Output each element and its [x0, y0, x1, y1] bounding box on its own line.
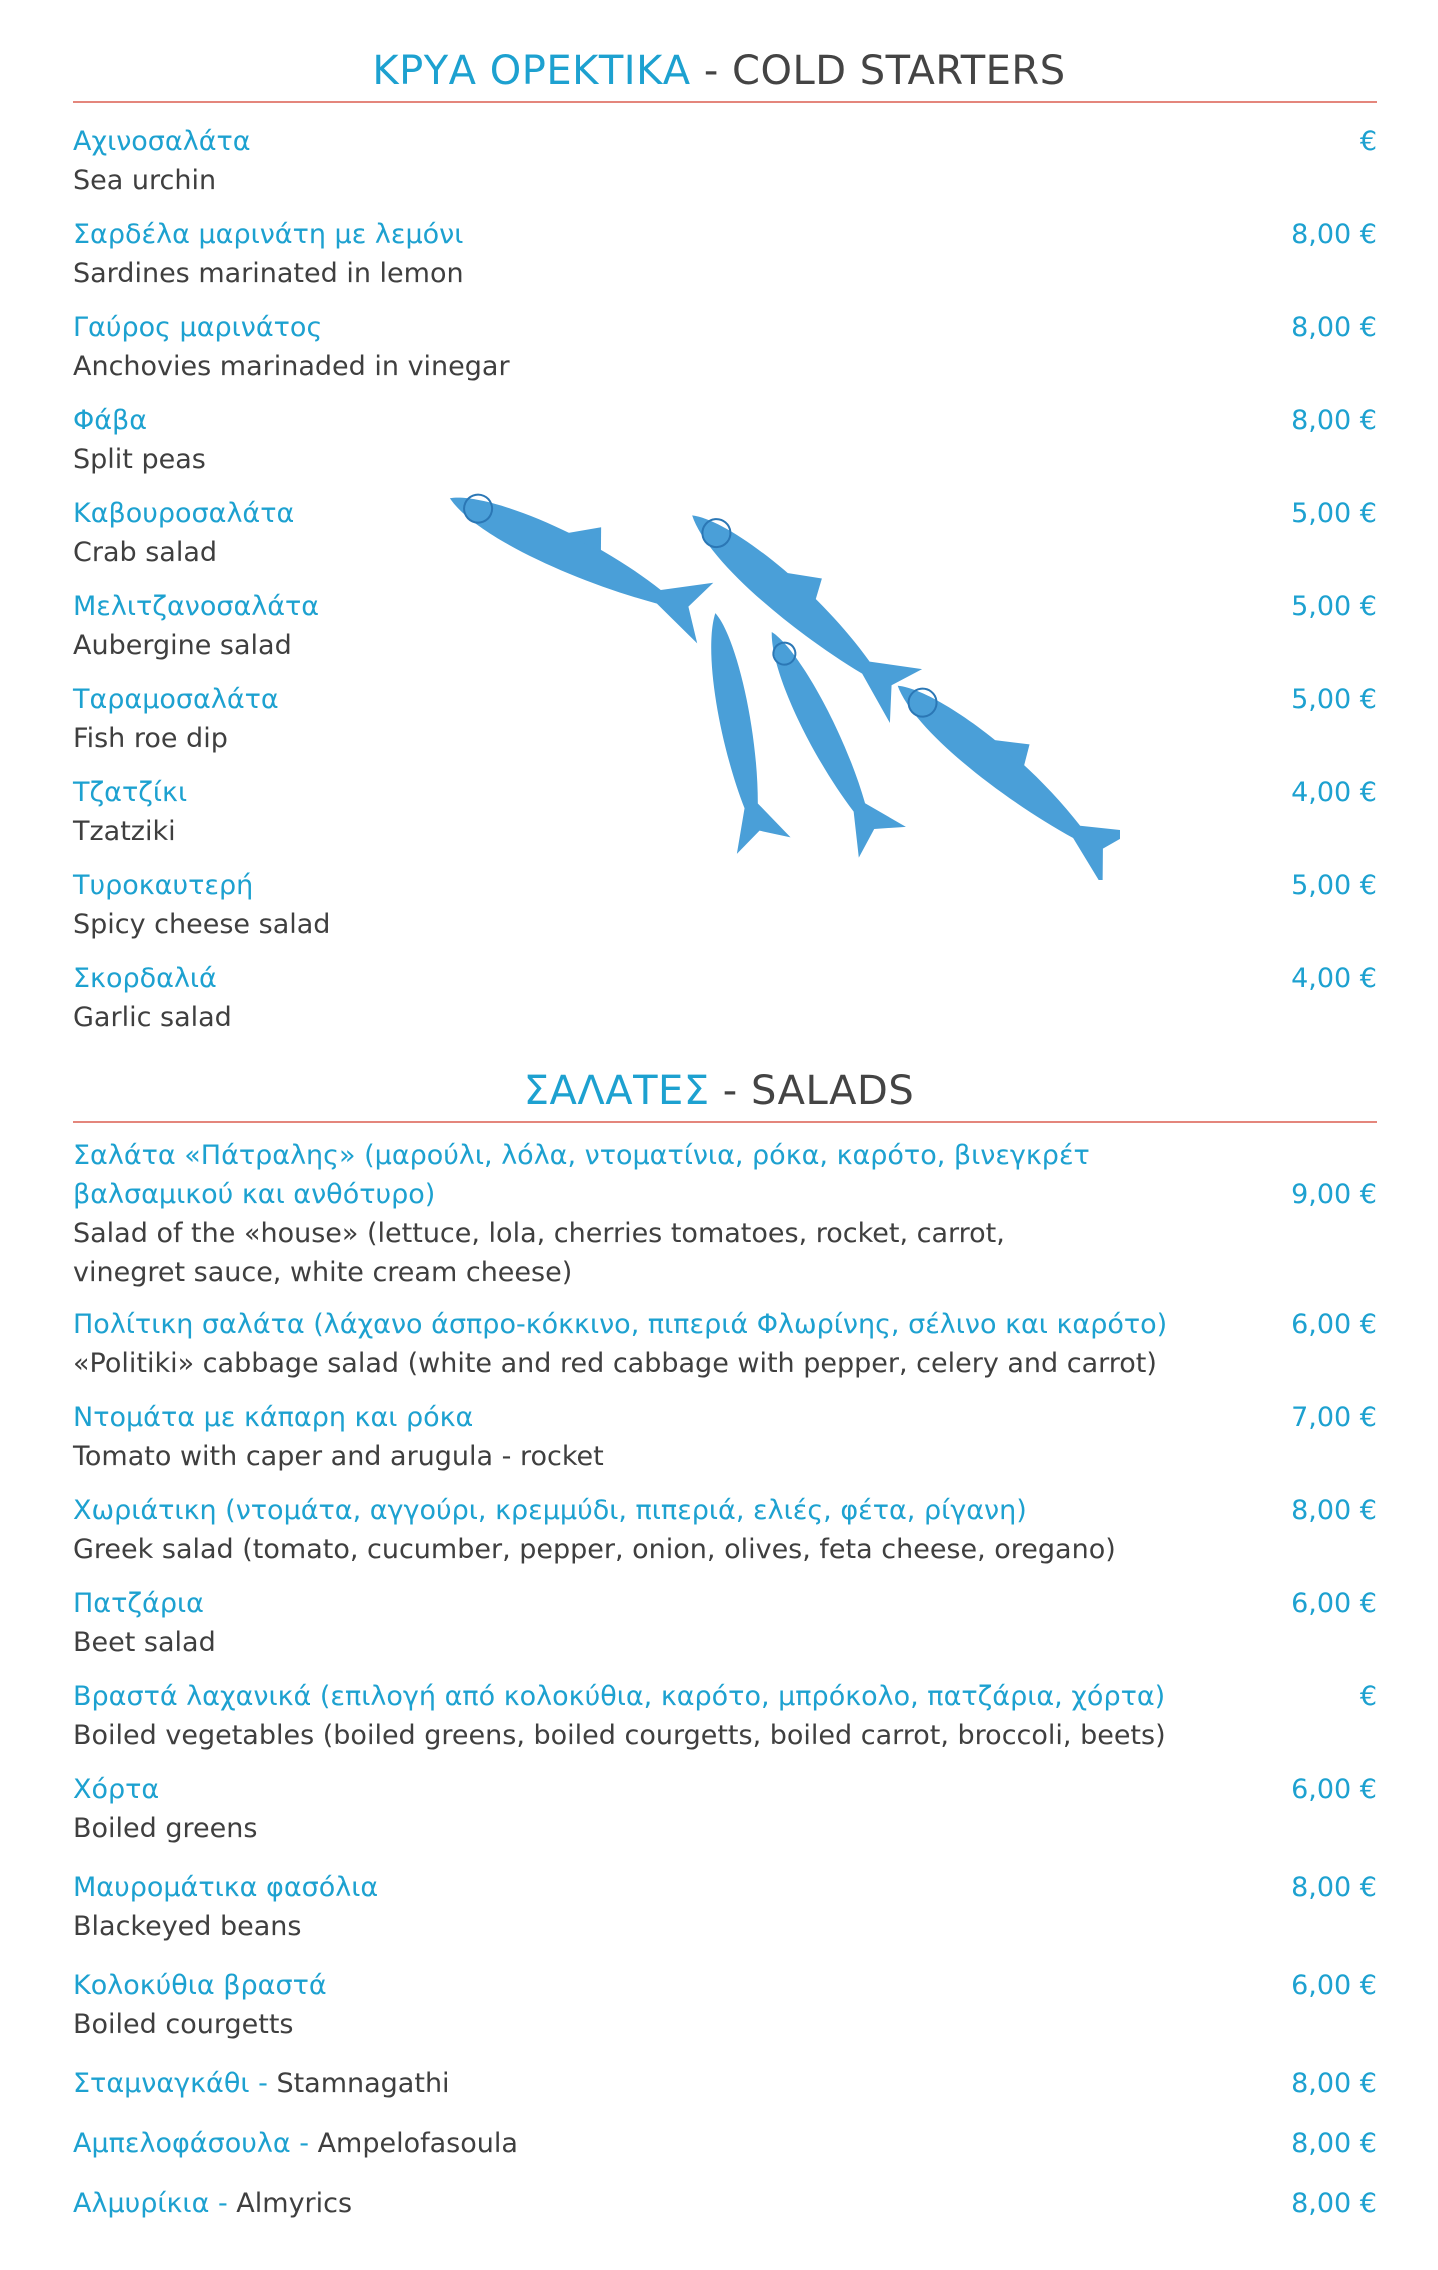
price: 8,00 €	[1291, 2068, 1377, 2099]
price: 5,00 €	[1291, 591, 1377, 622]
menu-item: Καβουροσαλάτα 5,00 € Crab salad	[73, 494, 1377, 572]
price: €	[1359, 1681, 1377, 1712]
menu-item: Ντομάτα με κάπαρη και ρόκα 7,00 € Tomato with caper and arugula - rocket	[73, 1398, 1377, 1476]
price: 8,00 €	[1291, 1872, 1377, 1903]
price: 4,00 €	[1291, 777, 1377, 808]
menu-item: Φάβα 8,00 € Split peas	[73, 401, 1377, 479]
menu-item: Αχινοσαλάτα € Sea urchin	[73, 122, 1377, 200]
menu-item: Μαυρομάτικα φασόλια 8,00 € Blackeyed beans	[73, 1868, 1377, 1946]
cold-starters-title: ΚΡΥΑ ΟΡΕΚΤΙΚΑ - COLD STARTERS	[372, 48, 1066, 94]
price: 9,00 €	[1291, 1179, 1377, 1210]
price: 4,00 €	[1291, 963, 1377, 994]
price: 6,00 €	[1291, 1774, 1377, 1805]
fish-school-icon	[440, 460, 1120, 880]
menu-item: Τζατζίκι 4,00 € Tzatziki	[73, 773, 1377, 851]
salads-divider	[73, 1121, 1377, 1123]
menu-item: Σταμναγκάθι - Stamnagathi 8,00 €	[73, 2064, 1377, 2103]
price: €	[1359, 126, 1377, 157]
menu-item: Σκορδαλιά 4,00 € Garlic salad	[73, 959, 1377, 1037]
price: 6,00 €	[1291, 1588, 1377, 1619]
price: 5,00 €	[1291, 684, 1377, 715]
price: 6,00 €	[1291, 1309, 1377, 1340]
menu-item: Σαλάτα «Πάτραλης» (μαρούλι, λόλα, ντοματίνια, ρόκα, καρότο, βινεγκρέτ βαλσαμικού και ανθότυρο) 9,00 € Salad of the «house» (lettuce, lola, cherries tomatoes, rocket, carrot, vinegret sauce, white cream cheese)	[73, 1140, 1377, 1288]
menu-item: Ταραμοσαλάτα 5,00 € Fish roe dip	[73, 680, 1377, 758]
price: 8,00 €	[1291, 219, 1377, 250]
price: 5,00 €	[1291, 870, 1377, 901]
price: 8,00 €	[1291, 2128, 1377, 2159]
menu-item: Κολοκύθια βραστά 6,00 € Boiled courgetts	[73, 1966, 1377, 2044]
menu-item: Αλμυρίκια - Almyrics 8,00 €	[73, 2184, 1377, 2223]
price: 8,00 €	[1291, 2188, 1377, 2219]
price: 7,00 €	[1291, 1402, 1377, 1433]
menu-item: Μελιτζανοσαλάτα 5,00 € Aubergine salad	[73, 587, 1377, 665]
menu-item: Αμπελοφάσουλα - Ampelofasoula 8,00 €	[73, 2124, 1377, 2163]
price: 6,00 €	[1291, 1970, 1377, 2001]
price: 8,00 €	[1291, 312, 1377, 343]
menu-item: Χωριάτικη (ντομάτα, αγγούρι, κρεμμύδι, πιπεριά, ελιές, φέτα, ρίγανη) 8,00 € Greek salad (tomato, cucumber, pepper, onion, olives, feta cheese, oregano)	[73, 1491, 1377, 1569]
price: 8,00 €	[1291, 405, 1377, 436]
menu-item: Τυροκαυτερή 5,00 € Spicy cheese salad	[73, 866, 1377, 944]
price: 8,00 €	[1291, 1495, 1377, 1526]
price: 5,00 €	[1291, 498, 1377, 529]
cold-starters-divider	[73, 101, 1377, 103]
menu-item: Σαρδέλα μαρινάτη με λεμόνι 8,00 € Sardines marinated in lemon	[73, 215, 1377, 293]
menu-item: Πολίτικη σαλάτα (λάχανο άσπρο-κόκκινο, πιπεριά Φλωρίνης, σέλινο και καρότο) 6,00 € «Politiki» cabbage salad (white and red cabbage with pepper, celery and carrot)	[73, 1305, 1377, 1383]
menu-item: Βραστά λαχανικά (επιλογή από κολοκύθια, καρότο, μπρόκολο, πατζάρια, χόρτα) € Boiled vegetables (boiled greens, boiled courgetts, boiled carrot, broccoli, beets)	[73, 1677, 1377, 1755]
menu-item: Πατζάρια 6,00 € Beet salad	[73, 1584, 1377, 1662]
salads-title: ΣΑΛΑΤΕΣ - SALADS	[523, 1068, 915, 1114]
menu-item: Χόρτα 6,00 € Boiled greens	[73, 1770, 1377, 1848]
menu-item: Γαύρος μαρινάτος 8,00 € Anchovies marinaded in vinegar	[73, 308, 1377, 386]
